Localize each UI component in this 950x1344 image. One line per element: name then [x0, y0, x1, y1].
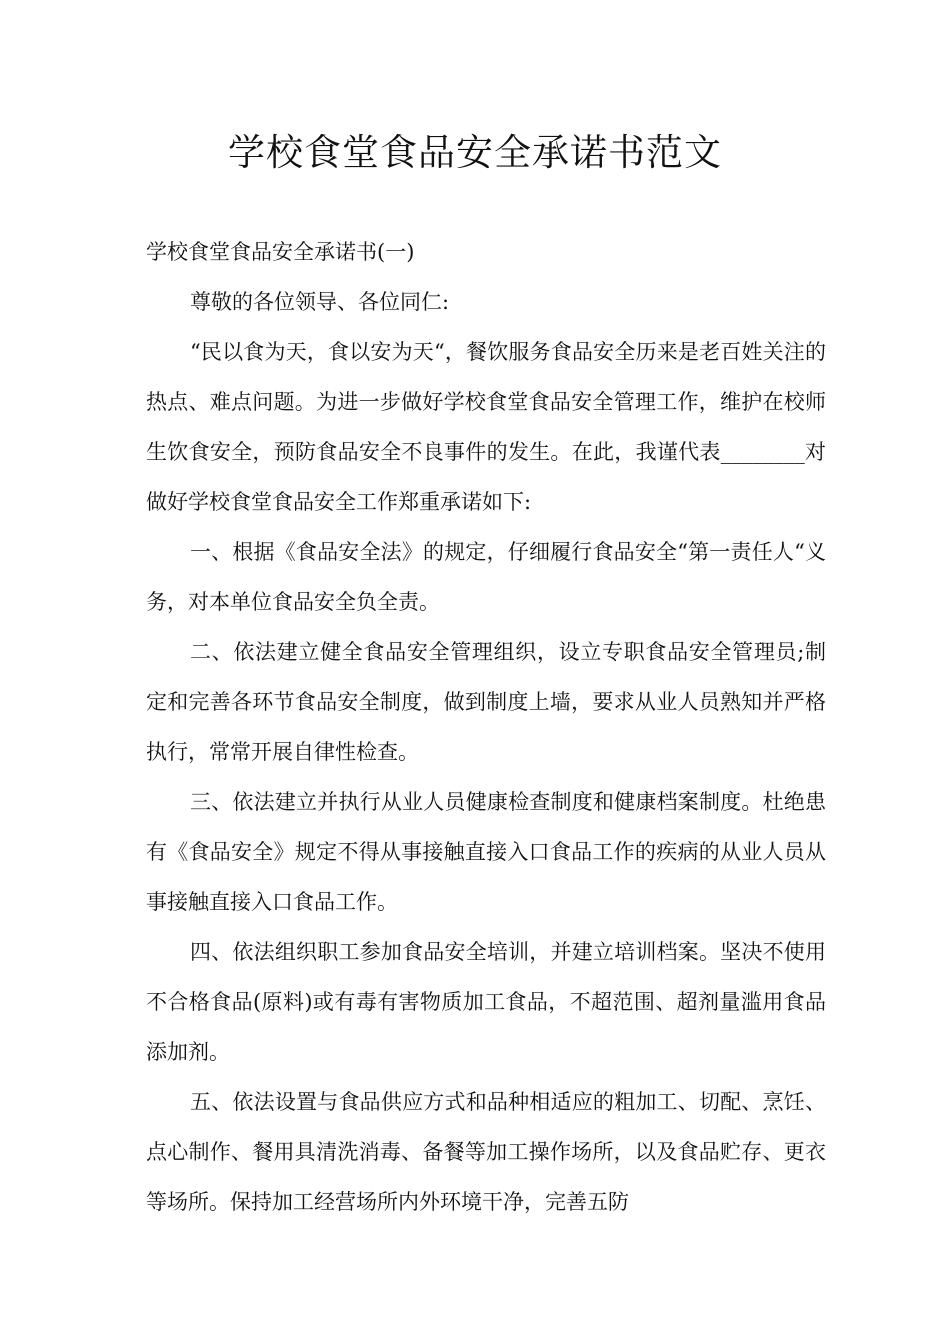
paragraph-item-4: 四、依法组织职工参加食品安全培训，并建立培训档案。坚决不使用不合格食品(原料)或有毒有害物质加工食品，不超范围、超剂量滥用食品添加剂。 — [146, 940, 826, 1064]
section-subtitle: 学校食堂食品安全承诺书(一) — [146, 240, 415, 264]
paragraph-intro: “民以食为天，食以安为天“，餐饮服务食品安全历来是老百姓关注的热点、难点问题。为进一步做好学校食堂食品安全管理工作，维护在校师生饮食安全，预防食品安全不良事件的发生。在此，我谨代表________对做好学校食堂食品安全工作郑重承诺如下: — [146, 340, 826, 514]
document-body — [146, 227, 826, 1227]
salutation: 尊敬的各位领导、各位同仁: — [190, 290, 450, 314]
paragraph-item-3: 三、依法建立并执行从业人员健康检查制度和健康档案制度。杜绝患有《食品安全》规定不得从事接触直接入口食品工作的疾病的从业人员从事接触直接入口食品工作。 — [146, 790, 826, 914]
paragraph-item-1: 一、根据《食品安全法》的规定，仔细履行食品安全“第一责任人“义务，对本单位食品安全负全责。 — [146, 540, 826, 614]
document-title: 学校食堂食品安全承诺书范文 — [228, 131, 722, 174]
paragraph-item-2: 二、依法建立健全食品安全管理组织，设立专职食品安全管理员;制定和完善各环节食品安全制度，做到制度上墙，要求从业人员熟知并严格执行，常常开展自律性检查。 — [146, 640, 826, 764]
paragraph-item-5: 五、依法设置与食品供应方式和品种相适应的粗加工、切配、烹饪、点心制作、餐用具清洗消毒、备餐等加工操作场所，以及食品贮存、更衣等场所。保持加工经营场所内外环境干净，完善五防 — [146, 1090, 826, 1214]
